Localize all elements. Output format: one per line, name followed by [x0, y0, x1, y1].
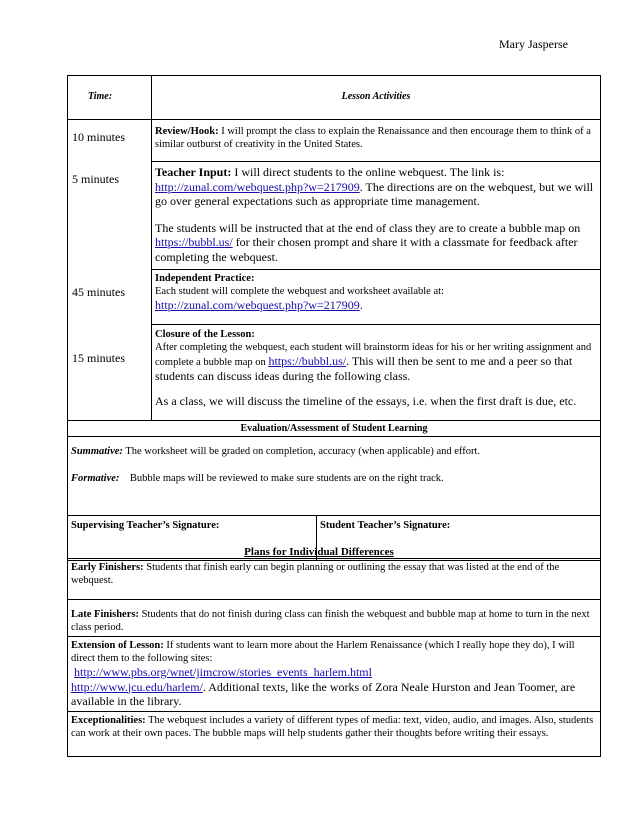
closure-para2: As a class, we will discuss the timeline of the essays, i.e. when the first draft is due, etc. [155, 394, 577, 408]
extension-text: If students want to learn more about the Harlem Renaissance (which I really hope they do), I will direct them to the following sites: [71, 640, 575, 664]
late-label: Late Finishers: [71, 609, 139, 620]
time-closure: 15 minutes [72, 351, 125, 365]
closure-cell [152, 325, 601, 421]
time-review: 10 minutes [72, 130, 125, 144]
independent-label: Independent Practice: [155, 273, 255, 284]
closure-bubbl-link[interactable]: https://bubbl.us/ [268, 354, 347, 368]
author-name: Mary Jasperse [499, 37, 568, 51]
evaluation-header: Evaluation/Assessment of Student Learning [68, 421, 601, 437]
closure-label: Closure of the Lesson: [155, 329, 255, 340]
bubble-instruction: The students will be instructed that at the end of class they are to create a bubble map on [155, 220, 581, 235]
extension-cell [68, 637, 601, 712]
independent-text: Each student will complete the webquest and worksheet available at: [155, 286, 444, 297]
review-text: I will prompt the class to explain the Renaissance and then encourage them to think of a similar outburst of creativity in the United States. [155, 126, 591, 150]
independent-webquest-link[interactable]: http://zunal.com/webquest.php?w=217909 [155, 298, 360, 312]
exceptionalities-label: Exceptionalities: [71, 714, 146, 726]
summative-text: The worksheet will be graded on completion, accuracy (when applicable) and effort. [122, 446, 480, 457]
time-header: Time: [68, 76, 152, 120]
plans-title: Plans for Individual Differences [244, 546, 394, 558]
closure-text-2: . This will then be sent to me and a peer so that students can discuss ideas during the following class. [155, 354, 573, 383]
supervising-signature: Supervising Teacher’s Signature: [68, 516, 317, 560]
exceptionalities-text: The webquest includes a variety of different types of media: text, video, audio, and images. Also, students can work at their own paces. The bubble maps will help students gather their thoughts before writing their essays. [71, 714, 594, 739]
time-column [68, 120, 152, 421]
bubbl-link[interactable]: https://bubbl.us/ [155, 235, 233, 249]
independent-end: . [359, 298, 363, 312]
time-independent: 45 minutes [72, 285, 125, 299]
pbs-link[interactable]: http://www.pbs.org/wnet/jimcrow/stories_events_harlem.html [74, 665, 372, 679]
activities-header: Lesson Activities [152, 76, 601, 120]
early-text: Students that finish early can begin planning or outlining the essay that was listed at the end of the webquest. [71, 562, 560, 586]
time-teacher-input: 5 minutes [72, 172, 119, 186]
teacher-input-text-2: . The directions are on the webquest, but we will go over general expectations such as appropriate time management. [155, 179, 594, 208]
webquest-link[interactable]: http://zunal.com/webquest.php?w=217909 [155, 179, 360, 194]
early-finishers-cell [68, 559, 601, 600]
lesson-table [67, 75, 601, 561]
formative-text: Bubble maps will be reviewed to make sure students are on the right track. [119, 473, 444, 484]
early-label: Early Finishers: [71, 562, 144, 573]
bubble-instruction-2: for their chosen prompt and share it with a classmate for feedback after completing the webquest. [155, 235, 578, 264]
teacher-input-cell [152, 162, 601, 270]
plans-table [67, 558, 601, 757]
evaluation-body [68, 437, 601, 516]
independent-cell [152, 270, 601, 325]
closure-text: After completing the webquest, each student will brainstorm ideas for his or her writing assignment and complete a bubble map on [155, 342, 592, 368]
review-label: Review/Hook: [155, 126, 219, 137]
extension-label: Extension of Lesson: [71, 640, 164, 651]
exceptionalities-cell [68, 711, 601, 756]
extension-text-2: . Additional texts, like the works of Zora Neale Hurston and Jean Toomer, are available in the library. [71, 679, 576, 708]
teacher-input-label: Teacher Input: [155, 165, 232, 179]
late-text: Students that do not finish during class can finish the webquest and bubble map at home to turn in the next class period. [71, 609, 590, 633]
formative-label: Formative: [71, 473, 120, 484]
summative-label: Summative: [71, 446, 123, 457]
review-cell [152, 120, 601, 162]
student-signature: Student Teacher’s Signature: [320, 520, 451, 531]
late-finishers-cell [68, 600, 601, 637]
jcu-link[interactable]: http://www.jcu.edu/harlem/ [71, 679, 203, 694]
teacher-input-text: I will direct students to the online webquest. The link is: [231, 165, 505, 179]
